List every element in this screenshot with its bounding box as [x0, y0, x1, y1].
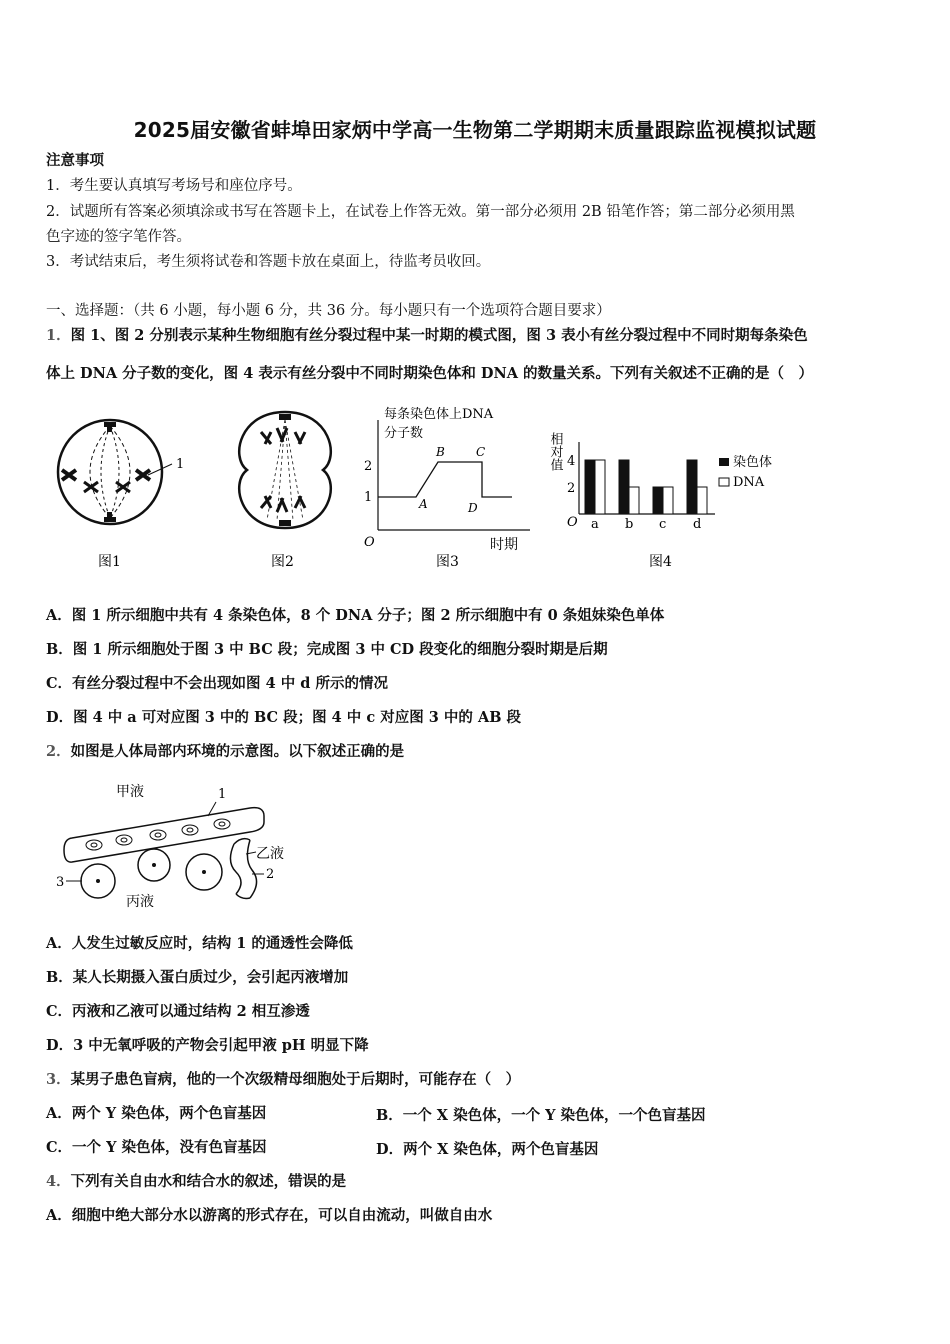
notice-item-1: 1．考生要认真填写考场号和座位序号。 [46, 178, 302, 194]
fig4-category-a: a [591, 517, 599, 532]
q2-fig-cell-3-core [155, 833, 161, 837]
q2-option-c: C．丙液和乙液可以通过结构 2 相互渗透 [46, 1003, 310, 1020]
q4-number: 4． [46, 1173, 71, 1190]
fig4-legend-chrom: 染色体 [733, 455, 773, 470]
fig1-spindle-left [90, 426, 110, 518]
fig3-point-d: D [468, 501, 478, 515]
q1-number: 1． [46, 327, 71, 344]
fig3-origin: O [364, 535, 375, 550]
q2-stem [46, 742, 404, 762]
q2-option-d: D．3 中无氧呼吸的产物会引起甲液 pH 明显下降 [46, 1037, 369, 1054]
q2-fig-capillary [64, 808, 264, 862]
q3-number: 3． [46, 1071, 71, 1088]
fig4-category-d: d [693, 517, 702, 532]
fig4-category-labels [591, 517, 701, 532]
q3-stem-text: 某男子患色盲病，他的一个次级精母细胞处于后期时，可能存在（ ） [70, 1071, 521, 1088]
fig1-chromosome-2 [84, 482, 98, 492]
q1-option-b: B．图 1 所示细胞处于图 3 中 BC 段；完成图 3 中 CD 段变化的细胞分裂时期是后期 [46, 641, 608, 658]
fig3-point-a: A [419, 497, 428, 511]
q1-stem-text1: 图 1、图 2 分别表示某种生物细胞有丝分裂过程中某一时期的模式图，图 3 表小有丝分裂过程中不同时期每条染色 [70, 327, 808, 344]
fig4-category-b: b [625, 517, 634, 532]
q2-fig-tissue-cell-3-nucleus [96, 879, 100, 883]
fig2-chromosome-bottom-3 [295, 496, 305, 508]
page-title: 2025届安徽省蚌埠田家炳中学高一生物第二学期期末质量跟踪监视模拟试题 [133, 118, 817, 142]
fig4-bar-c-chromosome [653, 487, 663, 514]
q2-option-b: B．某人长期摄入蛋白质过少，会引起丙液增加 [46, 969, 349, 986]
q2-fig-cell-3 [150, 830, 166, 840]
q4-stem-text: 下列有关自由水和结合水的叙述，错误的是 [70, 1173, 347, 1190]
fig2-chromosome-top-1 [261, 432, 271, 444]
figure-2 [215, 402, 355, 575]
q2-fig-label-bing: 丙液 [126, 894, 154, 908]
fig3-tick-1: 1 [364, 490, 373, 505]
fig4-legend-chrom-swatch [719, 458, 729, 466]
q2-fig-tissue-cell-b-nucleus [152, 863, 156, 867]
fig2-chromosome-top-3 [295, 432, 305, 444]
q3-stem [46, 1070, 520, 1090]
q2-fig-cell-5-core [219, 822, 225, 826]
fig4-caption: 图4 [649, 554, 672, 570]
q2-fig-cell-4-core [187, 828, 193, 832]
fig4-origin: O [567, 515, 578, 530]
fig3-point-c: C [476, 445, 486, 459]
q2-fig-cell-5 [214, 819, 230, 829]
fig4-bar-d-chromosome [687, 460, 697, 514]
q3-option-d: D．两个 X 染色体，两个色盲基因 [376, 1141, 599, 1158]
q1-option-a: A．图 1 所示细胞中共有 4 条染色体，8 个 DNA 分子；图 2 所示细胞中有 0 条姐妹染色单体 [46, 607, 665, 624]
fig4-bar-d-dna [697, 487, 707, 514]
fig1-label-line [148, 464, 172, 475]
fig1-spindle-inner-left [101, 426, 110, 518]
q2-fig-label-jia: 甲液 [116, 784, 144, 800]
notice-item-3: 3．考试结束后，考生须将试卷和答题卡放在桌面上，待监考员收回。 [46, 254, 491, 270]
q1-option-d: D．图 4 中 a 可对应图 3 中的 BC 段；图 4 中 c 对应图 3 中的 AB 段 [46, 709, 521, 726]
q4-option-a: A．细胞中绝大部分水以游离的形式存在，可以自由流动，叫做自由水 [46, 1207, 493, 1224]
q2-fig-label-yi: 乙液 [256, 846, 284, 862]
fig4-bars [585, 460, 707, 514]
fig4-category-c: c [659, 517, 667, 532]
fig1-label-1: 1 [176, 457, 185, 472]
figure-3 [360, 400, 540, 575]
q2-fig-label-3: 3 [56, 875, 65, 890]
fig3-point-b: B [436, 445, 445, 459]
fig1-centriole-bottom-stem [107, 512, 112, 522]
fig4-bar-a-chromosome [585, 460, 595, 514]
fig1-centriole-top-stem [107, 422, 112, 432]
fig1-chromosome-4 [136, 470, 150, 480]
fig3-ylabel-line2: 分子数 [384, 426, 424, 441]
q2-number: 2． [46, 743, 71, 760]
q3-option-a: A．两个 Y 染色体，两个色盲基因 [46, 1105, 267, 1122]
fig4-tick-4: 4 [567, 454, 576, 469]
q2-fig-cell-4 [182, 825, 198, 835]
fig1-caption: 图1 [98, 554, 121, 570]
fig3-tick-2: 2 [364, 459, 373, 474]
q2-fig-label-1: 1 [218, 787, 227, 802]
q2-fig-label-2: 2 [266, 867, 275, 882]
q2-fig-cell-1 [86, 840, 102, 850]
q3-option-c: C．一个 Y 染色体，没有色盲基因 [46, 1139, 267, 1156]
q3-option-b: B．一个 X 染色体，一个 Y 染色体，一个色盲基因 [376, 1107, 706, 1124]
figure-q2-internal-environment [50, 778, 310, 908]
q2-fig-cell-2-core [121, 838, 127, 842]
fig1-chromosome-1 [62, 470, 76, 480]
notice-heading: 注意事项 [46, 152, 104, 169]
fig4-tick-2: 2 [567, 481, 576, 496]
figure-1 [40, 400, 200, 575]
q2-option-a: A．人发生过敏反应时，结构 1 的通透性会降低 [46, 935, 353, 952]
fig2-centriole-bottom [279, 520, 291, 526]
fig4-bar-c-dna [663, 487, 673, 514]
fig3-caption: 图3 [436, 554, 459, 570]
q2-fig-tissue-cell-c-nucleus [202, 870, 206, 874]
fig4-bar-b-dna [629, 487, 639, 514]
fig4-bar-b-chromosome [619, 460, 629, 514]
q4-stem [46, 1172, 346, 1192]
fig3-ylabel-line1: 每条染色体上DNA [384, 407, 494, 422]
fig2-chromosome-bottom-1 [261, 496, 271, 508]
fig1-spindle-right [110, 426, 130, 518]
notice-item-2-cont: 色字迹的签字笔作答。 [46, 229, 191, 245]
fig2-centriole-top [279, 414, 291, 420]
q2-fig-cell-2 [116, 835, 132, 845]
fig2-caption: 图2 [271, 554, 294, 570]
fig4-ylabel: 相对值 [547, 432, 563, 471]
q2-fig-lymph-vessel [230, 839, 256, 899]
notice-item-2: 2．试题所有答案必须填涂或书写在答题卡上，在试卷上作答无效。第一部分必须用 2B 铅笔作答；第二部分必须用黑 [46, 204, 795, 220]
fig4-legend-dna: DNA [733, 475, 765, 490]
q2-fig-cell-1-core [91, 843, 97, 847]
fig3-xlabel: 时期 [490, 537, 518, 553]
q1-option-c: C．有丝分裂过程中不会出现如图 4 中 d 所示的情况 [46, 675, 388, 692]
q1-stem-line2: 体上 DNA 分子数的变化，图 4 表示有丝分裂中不同时期染色体和 DNA 的数量关系。下列有关叙述不正确的是（ ） [46, 365, 814, 382]
section-heading: 一、选择题：（共 6 小题，每小题 6 分，共 36 分。每小题只有一个选项符合题目要求） [46, 303, 611, 319]
figure-4-chart [545, 402, 805, 575]
fig3-dna-curve [378, 462, 512, 497]
fig1-spindle-inner-right [110, 426, 119, 518]
q1-stem-line1 [46, 326, 808, 346]
fig2-chromosome-top-2 [277, 428, 287, 442]
fig4-legend-dna-swatch [719, 478, 729, 486]
q2-stem-text: 如图是人体局部内环境的示意图。以下叙述正确的是 [70, 743, 405, 760]
fig4-bar-a-dna [595, 460, 605, 514]
